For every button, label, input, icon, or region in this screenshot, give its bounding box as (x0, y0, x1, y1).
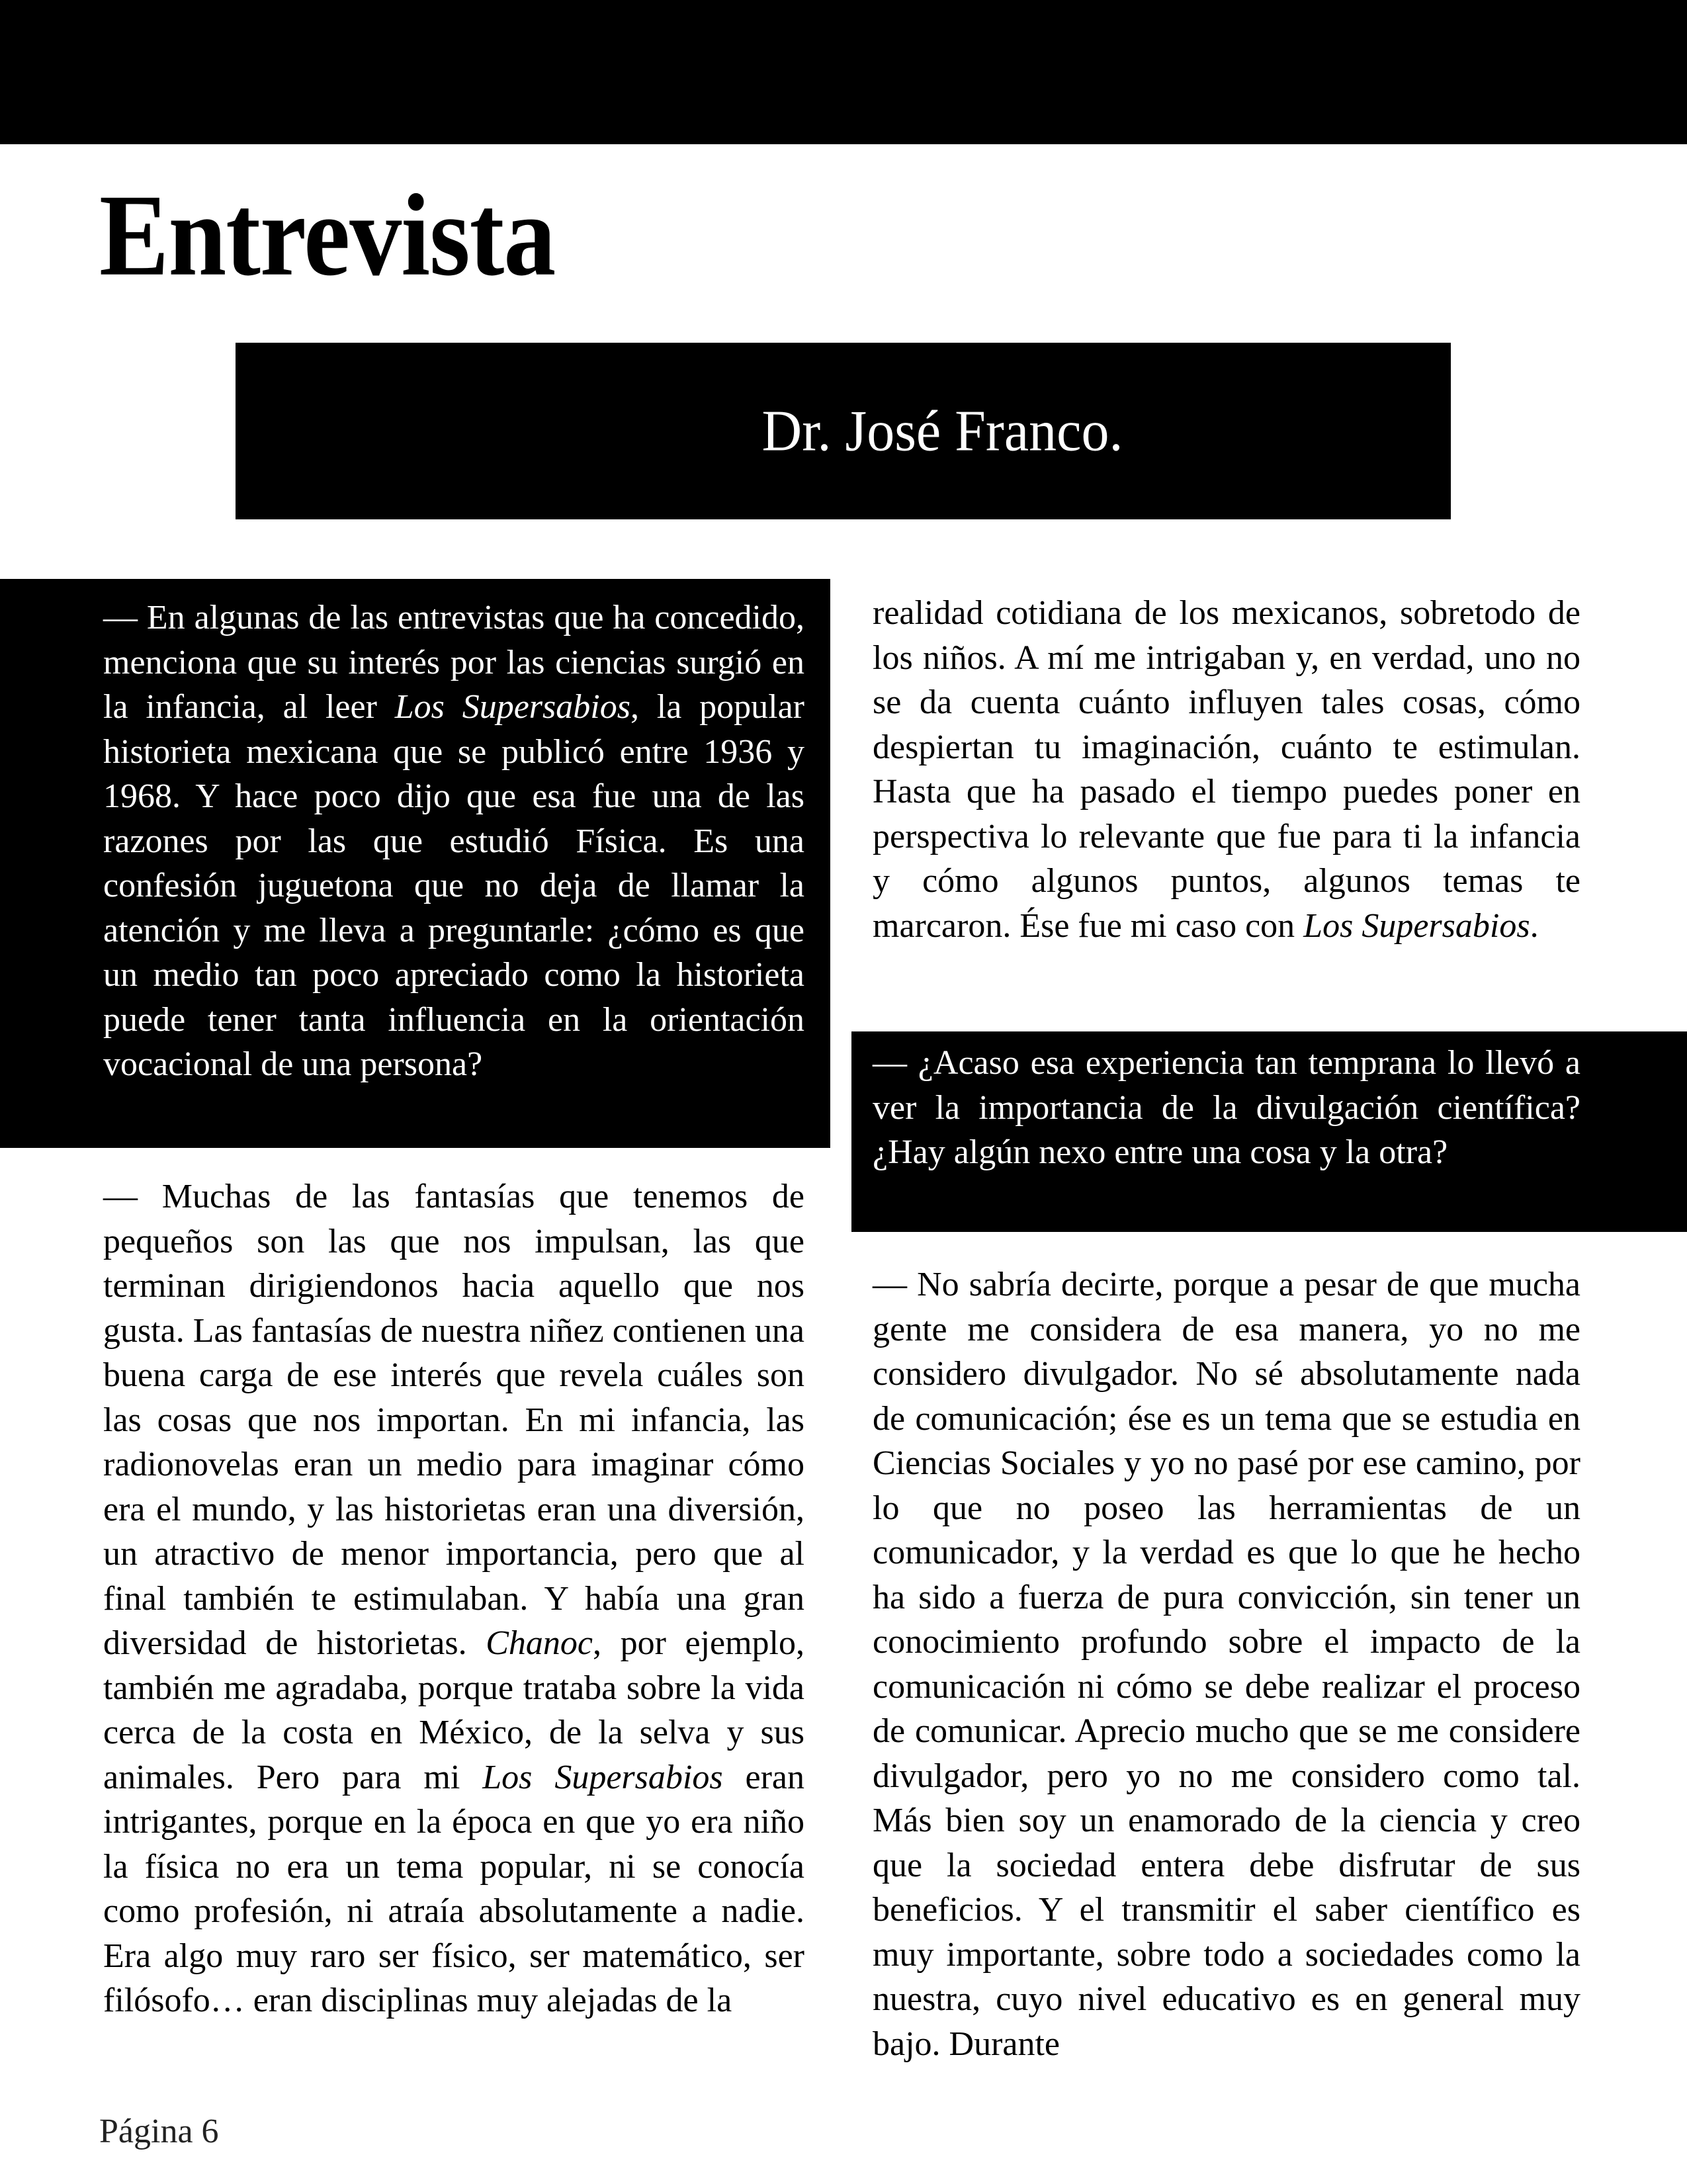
answer-2-text: — No sabría decirte, porque a pesar de que mucha gente me considera de esa manera, yo no me considero divulgador. No sé absolutamente nada de comunicación; ése es un tema que se estudia en Ciencias Sociales y yo no pasé por ese camino, por lo que no poseo las herramientas de un comunicador, y la verdad es que lo que he hecho ha sido a fuerza de pura convicción, sin tener un conocimiento profundo sobre el impacto de la comunicación ni cómo se debe realizar el proceso de comunicar. Aprecio mucho que se me considere divulgador, pero yo no me considero como tal. Más bien soy un enamorado de la ciencia y creo que la sociedad entera debe disfrutar de sus beneficios. Y el transmitir el saber científico es muy importante, sobre todo a sociedades como la nuestra, cuyo nivel educativo es en general muy bajo. Durante (873, 1266, 1580, 2063)
answer-1-part: eran intrigantes, porque en la época en que yo era niño la física no era un tema popular, ni se conocía como profesión, ni atraía absolutamente a nadie. Era algo muy raro ser físico, ser matemático, ser filósofo… eran disciplinas muy alejadas de la (103, 1758, 804, 2019)
question-1-part: En algunas de las entrevistas que ha concedido, menciona que su interés por las ciencias surgió en la infancia, al leer (103, 599, 804, 726)
answer-1-continuation (873, 591, 1580, 948)
answer-1-part: . (1530, 906, 1539, 945)
italic-title: Los Supersabios (394, 688, 630, 726)
italic-title: Los Supersabios (1303, 906, 1530, 945)
question-1-text (103, 595, 804, 1087)
interviewee-banner (236, 343, 1451, 519)
italic-title: Los Supersabios (482, 1758, 723, 1796)
answer-1-part: Muchas de las fantasías que tenemos de pequeños son las que nos impulsan, las que terminan dirigiendonos hacia aquello que nos gusta. Las fantasías de nuestra niñez contienen una buena carga de ese interés que revela cuáles son las cosas que nos importan. En mi infancia, las radionovelas eran un medio para imaginar cómo era el mundo, y las historietas eran una diversión, un atractivo de menor importancia, pero que al final también te estimulaban. Y había una gran diversidad de historietas. (103, 1178, 804, 1662)
question-1-part: , la popular historieta mexicana que se publicó entre 1936 y 1968. Y hace poco dijo que esa fue una de las razones por las que estudió Física. Es una confesión juguetona que no deja de llamar la atención y me lleva a preguntarle: ¿cómo es que un medio tan poco apreciado como la historieta puede tener tanta influencia en la orientación vocacional de una persona? (103, 688, 804, 1083)
top-black-bar (0, 0, 1687, 144)
answer-1-part: , por ejemplo, también me agradaba, porque trataba sobre la vida cerca de la costa en México, de la selva y sus animales. Pero para mi (103, 1624, 804, 1796)
interviewee-name: Dr. José Franco. (761, 398, 1123, 464)
question-1-box (0, 579, 830, 1148)
question-2-text: — ¿Acaso esa experiencia tan temprana lo llevó a ver la importancia de la divulgación científica? ¿Hay algún nexo entre una cosa y la otra? (873, 1044, 1580, 1171)
em-dash: — (103, 599, 138, 636)
italic-title: Chanoc (486, 1624, 593, 1662)
page-number: Página 6 (99, 2113, 219, 2150)
answer-1-part: realidad cotidiana de los mexicanos, sobretodo de los niños. A mí me intrigaban y, en verdad, uno no se da cuenta cuánto influyen tales cosas, cómo despiertan tu imaginación, cuánto te estimulan. Hasta que ha pasado el tiempo puedes poner en perspectiva lo relevante que fue para ti la infancia y cómo algunos puntos, algunos temas te marcaron. Ése fue mi caso con (873, 594, 1580, 945)
answer-1-text (103, 1174, 804, 2023)
section-title: Entrevista (99, 170, 556, 300)
em-dash: — (103, 1178, 138, 1215)
question-2-box (851, 1031, 1687, 1232)
